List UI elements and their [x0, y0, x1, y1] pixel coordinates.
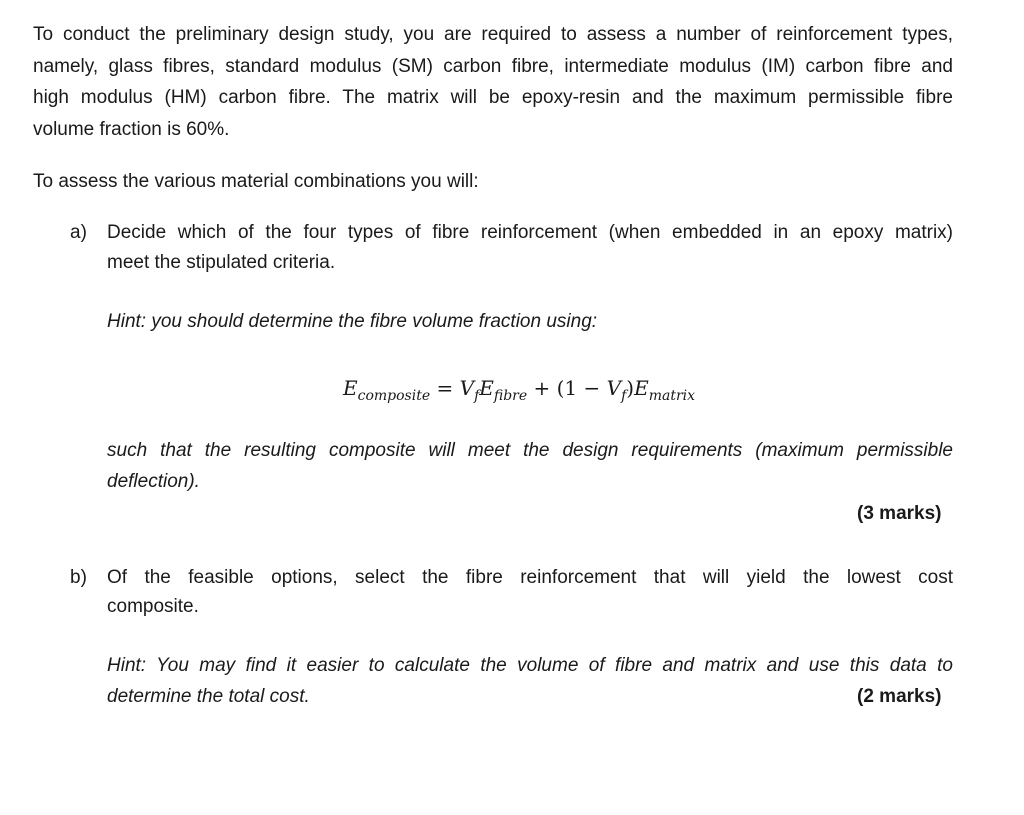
part-a-after-line-2: deflection). — [107, 471, 200, 492]
assess-line: To assess the various material combinations you will: — [33, 171, 479, 192]
intro-line-1: To conduct the preliminary design study, you are required to assess a number of reinforcement types, — [33, 24, 953, 45]
part-b-hint-line-2: determine the total cost. — [107, 686, 310, 707]
part-a-line-1: Decide which of the four types of fibre reinforcement (when embedded in an epoxy matrix) — [107, 222, 953, 243]
eq-sub-f-2: f — [621, 388, 627, 404]
part-a-marks: (3 marks) — [857, 503, 942, 524]
part-b-line-1: Of the feasible options, select the fibre reinforcement that will yield the lowest cost — [107, 567, 953, 588]
part-a-line-2: meet the stipulated criteria. — [107, 252, 336, 273]
part-b-marks: (2 marks) — [857, 686, 942, 707]
eq-e-composite: E — [343, 376, 358, 400]
part-b-hint-line-1: Hint: You may find it easier to calculate the volume of fibre and matrix and use this data to — [107, 655, 953, 676]
composite-equation — [343, 377, 695, 407]
part-a-hint: Hint: you should determine the fibre volume fraction using: — [107, 311, 598, 332]
eq-sub-composite: composite — [357, 388, 431, 404]
part-b-line-2: composite. — [107, 596, 199, 617]
intro-line-2: namely, glass fibres, standard modulus (SM) carbon fibre, intermediate modulus (IM) carbon fibre and — [33, 56, 953, 77]
part-b-label: b) — [70, 567, 87, 588]
eq-equals: = — [436, 376, 454, 400]
eq-sub-f: f — [474, 388, 480, 404]
eq-e-matrix: E — [634, 376, 649, 400]
part-a-after-line-1: such that the resulting composite will meet the design requirements (maximum permissible — [107, 440, 953, 461]
eq-sub-fibre: fibre — [493, 388, 528, 404]
eq-plus: + — [533, 376, 551, 400]
intro-line-4: volume fraction is 60%. — [33, 119, 230, 140]
part-a-label: a) — [70, 222, 87, 243]
eq-vf: V — [459, 376, 475, 400]
eq-open-paren: (1 − — [556, 376, 601, 400]
eq-close-paren: ) — [626, 376, 635, 400]
intro-line-3: high modulus (HM) carbon fibre. The matrix will be epoxy-resin and the maximum permissible fibre — [33, 87, 953, 108]
eq-e-fibre: E — [479, 376, 494, 400]
eq-vf-2: V — [606, 376, 622, 400]
eq-sub-matrix: matrix — [648, 388, 696, 404]
